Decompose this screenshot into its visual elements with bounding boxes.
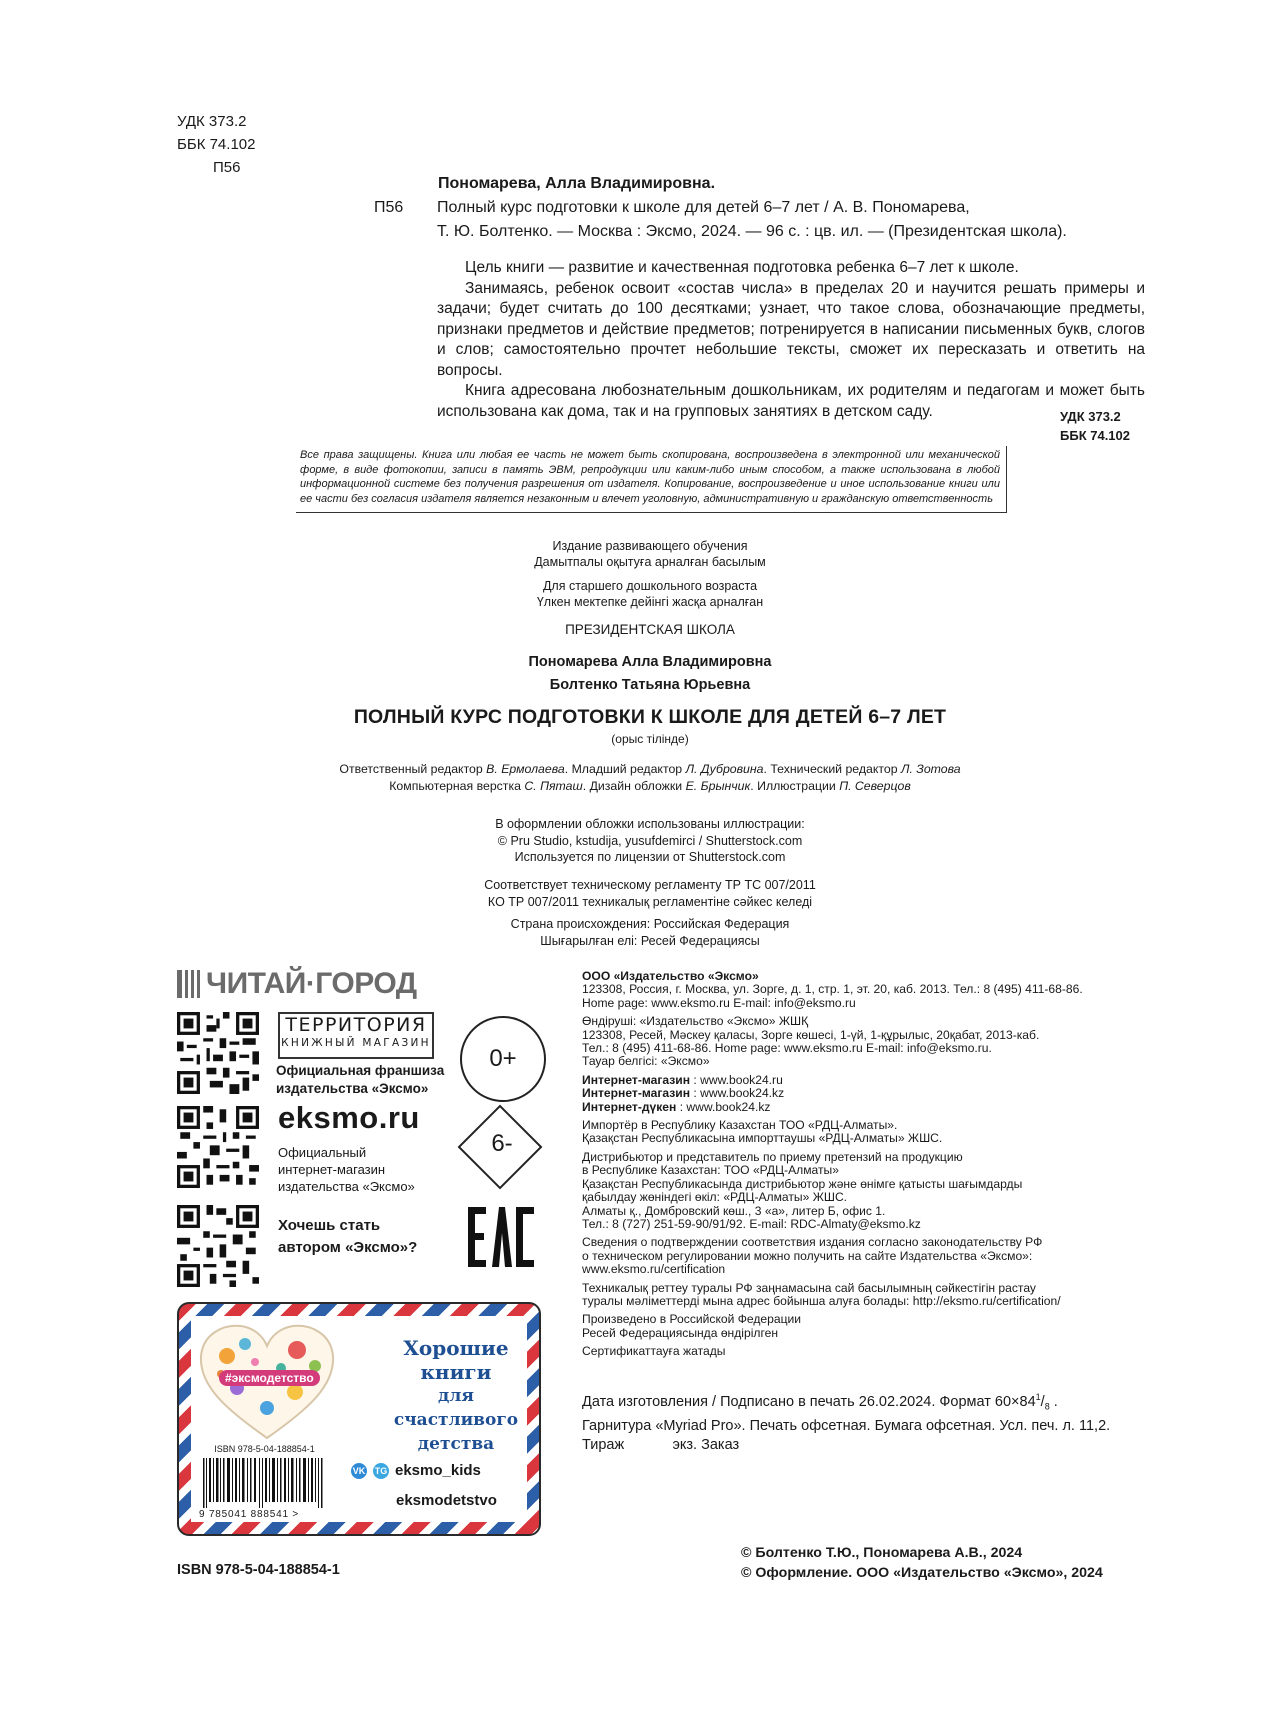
bib-line-1: Полный курс подготовки к школе для детей 6–7 лет / А. В. Пономарева,: [437, 199, 970, 216]
editor-name: В. Ермолаева: [486, 762, 565, 776]
certification-kz-line: Техникалық реттеу туралы РФ заңнамасына сай басылымның сәйкестігін растау: [582, 1280, 1036, 1295]
franchise-text: [276, 1062, 444, 1098]
social-handle-kids: eksmo_kids: [395, 1462, 481, 1479]
distributor-line: Қазақстан Республикасында дистрибьютор және өнімге қатысты шағымдарды: [582, 1176, 1023, 1191]
udk-block: [177, 110, 255, 179]
book-language: (орыс тілінде): [611, 732, 689, 746]
eac-mark-icon: [468, 1207, 534, 1267]
qr-code-icon: [177, 1205, 259, 1287]
qr-code-icon: [177, 1106, 259, 1188]
annotation-p3: Книга адресована любознательным дошкольникам, их родителям и педагогам и может быть использована как дома, так и на групповых занятиях в детском саду.: [437, 382, 1145, 420]
copyright-line-2: © Оформление. ООО «Издательство «Эксмо», 2024: [741, 1565, 1103, 1581]
edition-type-kz: Дамытпалы оқытуға арналған басылым: [534, 555, 766, 569]
editor-label: Ответственный редактор: [339, 762, 483, 776]
official-line-1: Официальный: [278, 1145, 367, 1160]
rights-notice: Все права защищены. Книга или любая ее часть не может быть скопирована, воспроизведена в электронной или механической форме, в виде фотокопии, записи в память ЭВМ, репродукции или каким-либо иным способом, а также использована в любой информационной системе без получения разрешения от издателя. Копирование, воспроизведение и иное использование книги или ее части без согласия издателя является незаконным и влечет уголовную, административную и гражданскую ответственность: [296, 446, 1007, 513]
udk-right-code: УДК 373.2: [1060, 409, 1121, 424]
qr-code-icon: [177, 1012, 259, 1094]
bib-code: П56: [374, 199, 404, 216]
editors-credits: Ответственный редактор В. Ермолаева. Младший редактор Л. Дубровина. Технический редактор Л. Зотова Компьютерная верстка С. Пяташ. Дизайн обложки Е. Брынчик. Иллюстрации П. Северцов: [339, 762, 961, 793]
franchise-line-1: Официальная франшиза: [276, 1063, 445, 1078]
distributor-line: в Республике Казахстан: ТОО «РДЦ-Алматы»: [582, 1163, 839, 1178]
shop-url: : www.book24.ru: [690, 1072, 783, 1087]
certification-required: Сертификаттауға жатады: [582, 1344, 726, 1359]
illustrations-label: Иллюстрации: [757, 779, 836, 793]
illustrations-name: П. Северцов: [839, 779, 911, 793]
vk-icon: VK: [351, 1463, 367, 1479]
shop-url: : www.book24.kz: [690, 1086, 785, 1101]
chitai-gorod-icon: [177, 970, 200, 998]
udk-code: УДК 373.2: [177, 113, 247, 130]
edition-age-kz: Үлкен мектепке дейінгі жасқа арналған: [536, 595, 764, 609]
age-rating-0-text: 0+: [489, 1045, 517, 1072]
territory-subtitle: КНИЖНЫЙ МАГАЗИН: [281, 1037, 431, 1049]
edition-type-ru: Издание развивающего обучения: [552, 539, 748, 553]
regulation: [300, 877, 1000, 911]
author-1: Пономарева Алла Владимировна: [528, 654, 772, 670]
cover-credits-line-3: Используется по лицензии от Shutterstock.com: [514, 850, 786, 864]
cover-credits-line-1: В оформлении обложки использованы иллюстрации:: [495, 817, 805, 831]
bibliographic-record: [177, 172, 1145, 244]
barcode-icon: [201, 1458, 326, 1508]
shop-url: : www.book24.kz: [676, 1099, 771, 1114]
want-line-2: автором «Эксмо»?: [278, 1239, 418, 1256]
kz-maker: Өндіруші: «Издательство «Эксмо» ЖШҚ: [582, 1014, 809, 1029]
kz-tel: Тел.: 8 (495) 411-68-86. Home page: www.eksmo.ru E-mail: info@eksmo.ru.: [582, 1041, 992, 1056]
bib-author: Пономарева, Алла Владимировна.: [438, 175, 716, 192]
publisher-info: [582, 970, 1182, 1364]
bbk-right-code: ББК 74.102: [1060, 428, 1130, 443]
shop-label: Интернет-дүкен: [582, 1099, 677, 1114]
origin-line-1: Страна происхождения: Российская Федерация: [510, 917, 790, 931]
tech-editor-label: Технический редактор: [770, 762, 898, 776]
social-handle-detstvo: eksmodetstvo: [396, 1492, 497, 1509]
slogan-line-4: детства: [417, 1434, 495, 1454]
cover-name: Е. Брынчик: [685, 779, 751, 793]
eksmo-site: eksmo.ru: [278, 1100, 420, 1135]
promo-card-inner: [191, 1316, 527, 1522]
importer-ru: Импортёр в Республику Казахстан ТОО «РДЦ-Алматы».: [582, 1118, 898, 1133]
shop-label: Интернет-магазин: [582, 1072, 691, 1087]
layout-name: С. Пяташ: [524, 779, 583, 793]
barcode-digits: 9 785041 888541 >: [199, 1509, 300, 1520]
edition-age: [300, 578, 1000, 610]
regulation-line-2: КО ТР 007/2011 техникалық регламентіне сәйкес келеді: [487, 895, 813, 909]
junior-editor-label: Младший редактор: [571, 762, 683, 776]
junior-editor-name: Л. Дубровина: [685, 762, 764, 776]
edition-age-ru: Для старшего дошкольного возраста: [542, 579, 758, 593]
age-rating-0-badge: [460, 1016, 546, 1102]
bib-line-2: Т. Ю. Болтенко. — Москва : Эксмо, 2024. — 96 с. : цв. ил. — (Президентская школа).: [437, 223, 1067, 240]
certification-line: www.eksmo.ru/certification: [582, 1262, 726, 1277]
edition-type: [300, 538, 1000, 570]
publisher-address: 123308, Россия, г. Москва, ул. Зорге, д. 1, стр. 1, эт. 20, каб. 2013. Тел.: 8 (495) 411-68-86.: [582, 982, 1083, 997]
country-origin: [300, 916, 1000, 950]
almaty-contact: Тел.: 8 (727) 251-59-90/91/92. E-mail: RDC-Almaty@eksmo.kz: [582, 1216, 921, 1231]
print-typeface: Гарнитура «Myriad Pro». Печать офсетная. Бумага офсетная. Усл. печ. л. 11,2.: [582, 1417, 1111, 1434]
chitai-gorod-text: ЧИТАЙ·ГОРОД: [206, 967, 417, 1000]
slogan-line-1: Хорошие: [403, 1336, 509, 1360]
publisher-name: ООО «Издательство «Эксмо»: [582, 969, 759, 983]
shop-label: Интернет-магазин: [582, 1086, 691, 1101]
chitai-gorod-logo: [177, 966, 417, 1002]
barcode-isbn: ISBN 978-5-04-188854-1: [214, 1444, 315, 1454]
annotation-p2: Занимаясь, ребенок освоит «состав числа» в пределах 20 и научится решать примеры и задачи; будет считать до 100 десятками; узнает, что такое слова, обозначающие предметы, признаки предметов и действие предметов; потренируется в написании письменных букв, слогов и слов; самостоятельно прочтет небольшие тексты, сможет их пересказать и ответить на вопросы.: [437, 279, 1145, 379]
importer-kz: Қазақстан Республикасына импорттаушы «РДЦ-Алматы» ЖШС.: [582, 1131, 943, 1146]
territory-logo: [278, 1012, 434, 1059]
become-author-text: [278, 1215, 417, 1259]
want-line-1: Хочешь стать: [278, 1217, 381, 1234]
franchise-line-2: издательства «Эксмо»: [276, 1081, 429, 1096]
annotation: [437, 258, 1145, 422]
made-in-kz: Ресей Федерациясында өндірілген: [582, 1325, 778, 1340]
cover-credits-line-2: © Pru Studio, kstudija, yusufdemirci / Shutterstock.com: [497, 833, 803, 848]
official-shop-text: [278, 1144, 415, 1195]
cover-label: Дизайн обложки: [589, 779, 683, 793]
book-title: ПОЛНЫЙ КУРС ПОДГОТОВКИ К ШКОЛЕ ДЛЯ ДЕТЕЙ 6–7 ЛЕТ: [353, 706, 947, 728]
layout-label: Компьютерная верстка: [389, 779, 521, 793]
print-run: Тираж экз. Заказ: [582, 1436, 740, 1453]
telegram-icon: TG: [373, 1463, 389, 1479]
copyright-line-1: © Болтенко Т.Ю., Пономарева А.В., 2024: [741, 1545, 1023, 1561]
tech-editor-name: Л. Зотова: [901, 762, 961, 776]
bbk-code: ББК 74.102: [177, 136, 256, 153]
kz-trademark: Тауар белгісі: «Эксмо»: [582, 1054, 710, 1069]
almaty-address: Алматы қ., Домбровский көш., 3 «а», литер Б, офис 1.: [582, 1203, 886, 1218]
slogan-line-3: для счастливого: [393, 1386, 519, 1430]
copyright: [741, 1543, 1103, 1583]
bib-row: [177, 196, 1145, 220]
format-fraction-num: 1: [1035, 1392, 1041, 1402]
author-sign: П56: [213, 159, 241, 176]
territory-title: ТЕРРИТОРИЯ: [285, 1014, 427, 1036]
annotation-p1: Цель книги — развитие и качественная подготовка ребенка 6–7 лет к школе.: [465, 259, 1019, 276]
promo-slogan: [376, 1336, 536, 1456]
heart-tag: [219, 1369, 320, 1387]
cover-credits: [300, 816, 1000, 866]
isbn: ISBN 978-5-04-188854-1: [177, 1562, 340, 1578]
author-2: Болтенко Татьяна Юрьевна: [549, 677, 751, 693]
heart-tag-text: #эксмодетство: [219, 1370, 320, 1386]
distributor-line: Дистрибьютор и представитель по приему претензий на продукцию: [582, 1149, 963, 1164]
social-row: [351, 1462, 481, 1479]
certification-kz-line: туралы мәліметтерді мына адрес бойынша алуға болады: http://eksmo.ru/certification/: [582, 1293, 1061, 1308]
official-line-2: интернет-магазин: [278, 1162, 386, 1177]
slogan-line-2: книги: [420, 1360, 492, 1384]
print-date-format: Дата изготовления / Подписано в печать 26.02.2024. Формат 60×84: [582, 1393, 1036, 1410]
official-line-3: издательства «Эксмо»: [278, 1179, 415, 1194]
kz-address: 123308, Ресей, Мәскеу қаласы, Зорге көшесі, 1-үй, 1-құрылыс, 20қабат, 2013-каб.: [582, 1027, 1040, 1042]
format-fraction-den: 8: [1044, 1401, 1050, 1412]
distributor-line: қабылдау жөніндегі өкіл: «РДЦ-Алматы» ЖШС.: [582, 1190, 848, 1205]
promo-card: [177, 1302, 541, 1536]
age-rating-6-text: 6-: [491, 1130, 513, 1157]
origin-line-2: Шығарылған елі: Ресей Федерациясы: [540, 934, 760, 948]
udk-right: [1060, 407, 1130, 445]
publisher-web: Home page: www.eksmo.ru E-mail: info@eksmo.ru: [582, 995, 856, 1010]
made-in-ru: Произведено в Российской Федерации: [582, 1312, 802, 1327]
regulation-line-1: Соответствует техническому регламенту ТР ТС 007/2011: [484, 878, 816, 892]
certification-line: о техническом регулировании можно получить на сайте Издательства «Эксмо»:: [582, 1248, 1033, 1263]
printing-info: Дата изготовления / Подписано в печать 26.02.2024. Формат $60\times 84^1/_8$ . Гарнитура «Myriad Pro». Печать офсетная. Бумага офсетная. Усл. печ. л. 11,2. Тираж экз. Заказ: [582, 1388, 1182, 1455]
certification-line: Сведения о подтверждении соответствия издания согласно законодательству РФ: [582, 1235, 1043, 1250]
series-name: ПРЕЗИДЕНТСКАЯ ШКОЛА: [565, 622, 735, 637]
